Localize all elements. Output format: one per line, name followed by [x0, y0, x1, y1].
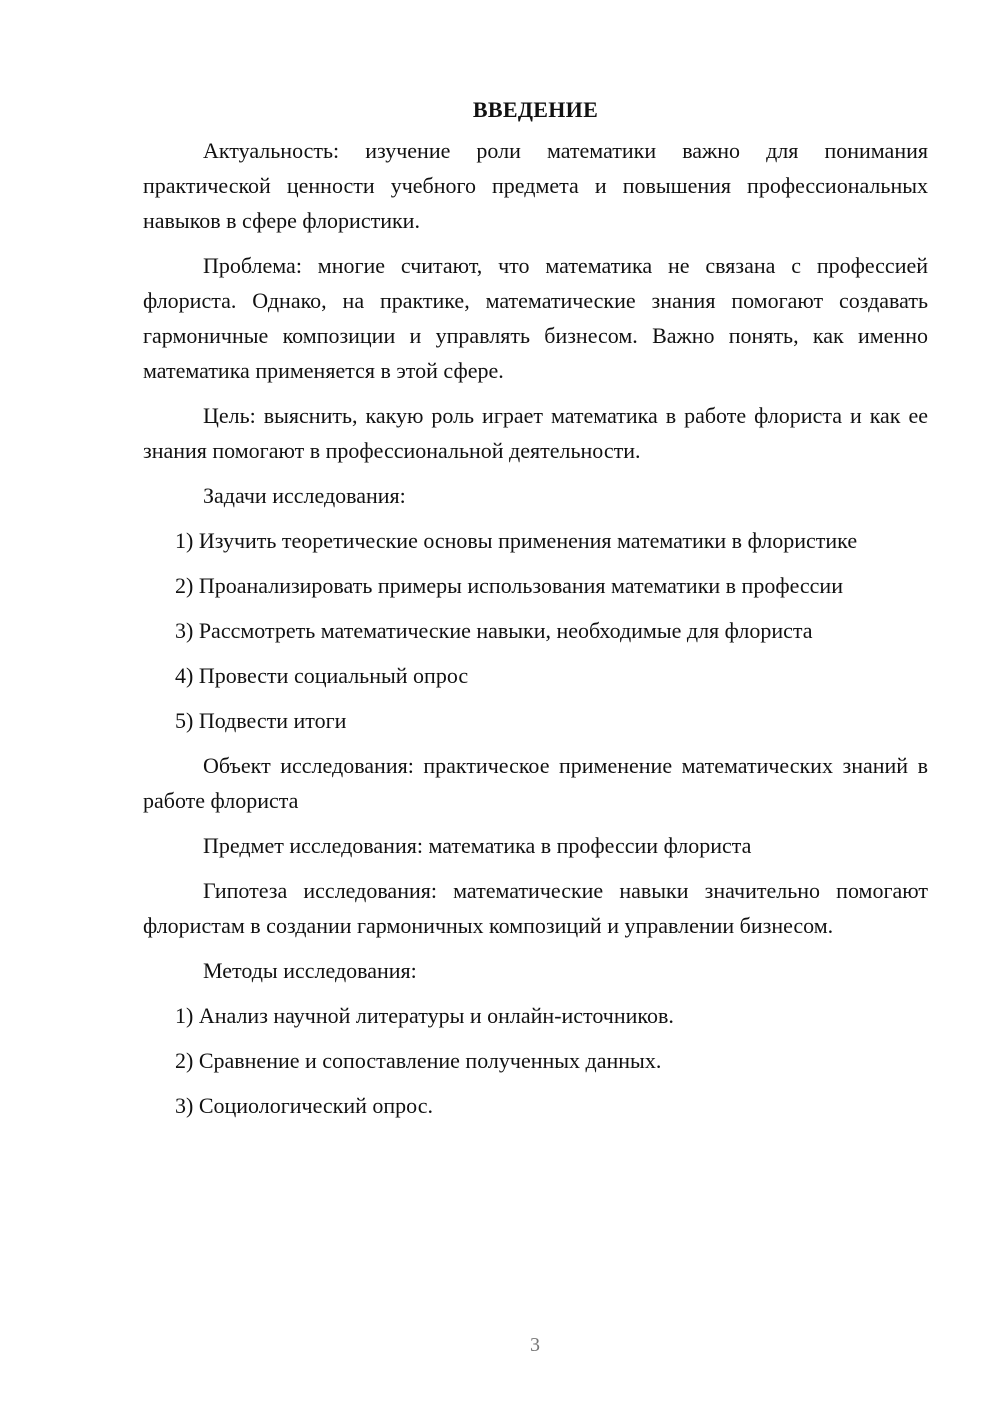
method-item: 3) Социологический опрос. [175, 1093, 433, 1118]
hypothesis-paragraph: Гипотеза исследования: математические навыки значительно помогают флористам в создании гармоничных композиций и управлении бизнесом. [143, 878, 928, 938]
method-item: 2) Сравнение и сопоставление полученных данных. [175, 1048, 662, 1073]
task-item: 3) Рассмотреть математические навыки, необходимые для флориста [175, 618, 813, 643]
task-item: 2) Проанализировать примеры использования математики в профессии [175, 573, 843, 598]
task-item: 5) Подвести итоги [175, 708, 347, 733]
task-item: 1) Изучить теоретические основы применения математики в флористике [175, 528, 858, 553]
document-page [143, 92, 928, 1133]
problem-paragraph: Проблема: многие считают, что математика не связана с профессией флориста. Однако, на практике, математические знания помогают создавать гармоничные композиции и управлять бизнесом. Важно понять, как именно математика применяется в этой сфере. [143, 253, 928, 383]
page-number: 3 [530, 1334, 540, 1356]
task-item: 4) Провести социальный опрос [175, 663, 469, 688]
methods-heading: Методы исследования: [203, 958, 417, 983]
tasks-heading: Задачи исследования: [203, 483, 406, 508]
subject-paragraph: Предмет исследования: математика в профессии флориста [203, 833, 752, 858]
method-item: 1) Анализ научной литературы и онлайн-источников. [175, 1003, 674, 1028]
object-paragraph: Объект исследования: практическое применение математических знаний в работе флориста [143, 753, 928, 813]
goal-paragraph: Цель: выяснить, какую роль играет математика в работе флориста и как ее знания помогают в профессиональной деятельности. [143, 403, 928, 463]
relevance-paragraph: Актуальность: изучение роли математики важно для понимания практической ценности учебного предмета и повышения профессиональных навыков в сфере флористики. [143, 138, 928, 233]
section-title: ВВЕДЕНИЕ [472, 97, 599, 122]
